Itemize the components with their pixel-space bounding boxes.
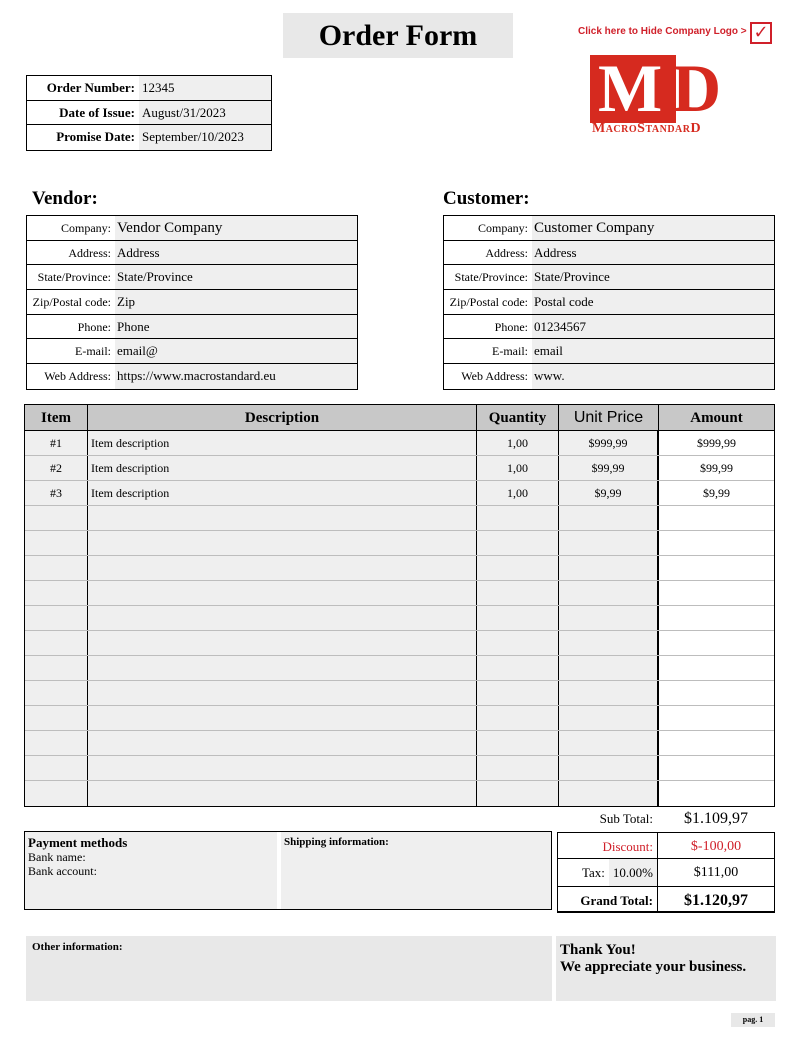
subtotal-row bbox=[557, 805, 775, 832]
cell-quantity[interactable] bbox=[477, 681, 559, 705]
cell-unit-price[interactable] bbox=[559, 506, 659, 530]
cell-quantity[interactable] bbox=[477, 656, 559, 680]
cell-unit-price[interactable] bbox=[559, 781, 659, 806]
cell-description[interactable] bbox=[88, 556, 477, 580]
hide-logo-checkbox[interactable]: ✓ bbox=[750, 22, 772, 44]
cell-quantity[interactable] bbox=[477, 506, 559, 530]
customer-title: Customer: bbox=[443, 188, 530, 209]
order-number-field[interactable]: 12345 bbox=[139, 76, 271, 100]
customer-row bbox=[444, 339, 774, 364]
discount-value[interactable]: $-100,00 bbox=[690, 839, 742, 854]
vendor-field-value[interactable]: email@ bbox=[115, 339, 357, 363]
promise-date-field[interactable]: September/10/2023 bbox=[139, 125, 271, 150]
vendor-row bbox=[27, 265, 357, 290]
cell-item[interactable] bbox=[25, 706, 88, 730]
table-row bbox=[25, 531, 774, 556]
customer-field-value[interactable]: Postal code bbox=[532, 290, 774, 314]
cell-description[interactable] bbox=[88, 631, 477, 655]
cell-description[interactable] bbox=[88, 706, 477, 730]
cell-quantity[interactable] bbox=[477, 631, 559, 655]
vendor-field-label: Address: bbox=[68, 245, 111, 260]
payment-methods-box[interactable] bbox=[25, 832, 281, 909]
shipping-info-box[interactable] bbox=[281, 832, 551, 909]
items-header bbox=[25, 405, 774, 431]
cell-unit-price[interactable] bbox=[559, 681, 659, 705]
table-row bbox=[25, 506, 774, 531]
table-row bbox=[25, 606, 774, 631]
cell-unit-price[interactable] bbox=[559, 581, 659, 605]
cell-quantity[interactable] bbox=[477, 531, 559, 555]
cell-unit-price[interactable] bbox=[559, 756, 659, 780]
customer-row bbox=[444, 364, 774, 389]
table-row bbox=[25, 431, 774, 456]
cell-quantity[interactable] bbox=[477, 556, 559, 580]
cell-amount bbox=[659, 556, 774, 580]
vendor-row bbox=[27, 241, 357, 266]
cell-description[interactable]: Item description bbox=[88, 431, 477, 455]
table-row bbox=[25, 456, 774, 481]
vendor-row bbox=[27, 290, 357, 315]
cell-amount bbox=[659, 756, 774, 780]
vendor-field-value[interactable]: Address bbox=[115, 241, 357, 265]
subtotal-label: Sub Total: bbox=[599, 811, 653, 826]
header-quantity: Quantity bbox=[477, 405, 559, 430]
cell-item[interactable] bbox=[25, 506, 88, 530]
cell-description[interactable] bbox=[88, 681, 477, 705]
cell-description[interactable] bbox=[88, 731, 477, 755]
logo-text: MacroStandarD bbox=[592, 121, 702, 136]
cell-item[interactable] bbox=[25, 556, 88, 580]
customer-row bbox=[444, 315, 774, 340]
items-body bbox=[25, 431, 774, 806]
date-of-issue-label: Date of Issue: bbox=[59, 104, 135, 120]
cell-unit-price[interactable] bbox=[559, 556, 659, 580]
vendor-field-value[interactable]: State/Province bbox=[115, 265, 357, 289]
cell-amount bbox=[659, 531, 774, 555]
thank-you-line1: Thank You! bbox=[560, 942, 636, 958]
header-unit-price: Unit Price bbox=[559, 405, 659, 430]
cell-item[interactable] bbox=[25, 731, 88, 755]
vendor-field-label: State/Province: bbox=[37, 270, 111, 285]
table-row bbox=[25, 706, 774, 731]
bank-account-label: Bank account: bbox=[28, 864, 97, 878]
date-of-issue-row bbox=[27, 101, 271, 126]
vendor-row bbox=[27, 216, 357, 241]
vendor-title: Vendor: bbox=[32, 188, 98, 209]
header-amount: Amount bbox=[690, 410, 743, 426]
customer-field-label: Phone: bbox=[494, 319, 528, 334]
vendor-field-value[interactable]: Phone bbox=[115, 315, 357, 339]
customer-row bbox=[444, 290, 774, 315]
customer-row bbox=[444, 241, 774, 266]
table-row bbox=[25, 681, 774, 706]
cell-quantity[interactable] bbox=[477, 781, 559, 806]
cell-quantity[interactable]: 1,00 bbox=[477, 481, 559, 505]
cell-quantity[interactable] bbox=[477, 731, 559, 755]
payment-title: Payment methods bbox=[28, 835, 128, 850]
cell-item[interactable] bbox=[25, 531, 88, 555]
tax-value: $111,00 bbox=[693, 865, 739, 880]
promise-date-row bbox=[27, 125, 271, 150]
cell-item[interactable] bbox=[25, 681, 88, 705]
cell-amount bbox=[659, 731, 774, 755]
cell-amount: $9,99 bbox=[659, 481, 774, 505]
vendor-field-label: Company: bbox=[61, 221, 111, 235]
cell-description[interactable] bbox=[88, 581, 477, 605]
cell-item[interactable]: #3 bbox=[25, 481, 88, 505]
table-row bbox=[25, 631, 774, 656]
customer-field-value[interactable]: 01234567 bbox=[532, 315, 774, 339]
cell-unit-price[interactable] bbox=[559, 531, 659, 555]
cell-amount: $99,99 bbox=[659, 456, 774, 480]
cell-item[interactable]: #2 bbox=[25, 456, 88, 480]
thank-you-box bbox=[556, 936, 776, 1001]
cell-description[interactable]: Item description bbox=[88, 481, 477, 505]
vendor-field-label: Web Address: bbox=[44, 369, 111, 384]
customer-field-label: Zip/Postal code: bbox=[449, 295, 528, 310]
hide-logo-link[interactable]: Click here to Hide Company Logo > bbox=[578, 26, 747, 37]
vendor-field-value[interactable]: Vendor Company bbox=[115, 216, 357, 240]
customer-field-value[interactable]: Address bbox=[532, 241, 774, 265]
header-description: Description bbox=[88, 405, 477, 430]
vendor-row bbox=[27, 364, 357, 389]
logo-letter-d: D bbox=[672, 50, 722, 126]
cell-item[interactable] bbox=[25, 756, 88, 780]
thank-you-line2: We appreciate your business. bbox=[560, 959, 747, 975]
promise-date-label: Promise Date: bbox=[56, 129, 135, 145]
cell-amount bbox=[659, 581, 774, 605]
grand-total-label: Grand Total: bbox=[558, 887, 658, 911]
cell-amount bbox=[659, 631, 774, 655]
customer-field-label: Company: bbox=[478, 221, 528, 235]
cell-unit-price[interactable]: $99,99 bbox=[559, 456, 659, 480]
customer-field-value[interactable]: email bbox=[532, 339, 774, 363]
customer-field-label: Address: bbox=[485, 245, 528, 260]
vendor-field-label: Zip/Postal code: bbox=[32, 295, 111, 310]
tax-label: Tax: bbox=[581, 865, 605, 880]
customer-field-value[interactable]: State/Province bbox=[532, 265, 774, 289]
table-row bbox=[25, 481, 774, 506]
vendor-row bbox=[27, 339, 357, 364]
tax-label-cell bbox=[558, 859, 658, 886]
cell-unit-price[interactable] bbox=[559, 606, 659, 630]
cell-item[interactable] bbox=[25, 781, 88, 806]
cell-description[interactable] bbox=[88, 781, 477, 806]
cell-amount bbox=[659, 681, 774, 705]
cell-quantity[interactable]: 1,00 bbox=[477, 456, 559, 480]
date-of-issue-field[interactable]: August/31/2023 bbox=[139, 101, 271, 125]
cell-quantity[interactable] bbox=[477, 581, 559, 605]
other-info-box[interactable] bbox=[26, 936, 552, 1001]
cell-amount bbox=[659, 706, 774, 730]
tax-rate-field[interactable]: 10.00% bbox=[609, 859, 657, 886]
cell-amount bbox=[659, 606, 774, 630]
cell-description[interactable] bbox=[88, 531, 477, 555]
page-title: Order Form bbox=[283, 13, 513, 58]
table-row bbox=[25, 656, 774, 681]
cell-description[interactable]: Item description bbox=[88, 456, 477, 480]
cell-unit-price[interactable] bbox=[559, 706, 659, 730]
table-row bbox=[25, 581, 774, 606]
cell-amount bbox=[659, 781, 774, 806]
company-logo bbox=[590, 50, 736, 140]
table-row bbox=[25, 731, 774, 756]
cell-unit-price[interactable] bbox=[559, 631, 659, 655]
customer-field-label: E-mail: bbox=[492, 344, 528, 359]
vendor-field-value[interactable]: https://www.macrostandard.eu bbox=[115, 364, 357, 389]
logo-letter-m: M bbox=[598, 50, 663, 126]
shipping-title: Shipping information: bbox=[284, 836, 389, 848]
order-number-label: Order Number: bbox=[46, 80, 135, 95]
customer-field-value[interactable]: Customer Company bbox=[532, 216, 774, 240]
cell-item[interactable]: #1 bbox=[25, 431, 88, 455]
cell-amount bbox=[659, 656, 774, 680]
customer-field-value[interactable]: www. bbox=[532, 364, 774, 389]
cell-quantity[interactable]: 1,00 bbox=[477, 431, 559, 455]
customer-row bbox=[444, 216, 774, 241]
discount-row bbox=[557, 832, 775, 859]
tax-row bbox=[557, 859, 775, 886]
cell-unit-price[interactable] bbox=[559, 656, 659, 680]
cell-quantity[interactable] bbox=[477, 706, 559, 730]
cell-amount bbox=[659, 506, 774, 530]
vendor-field-label: Phone: bbox=[77, 319, 111, 334]
cell-description[interactable] bbox=[88, 756, 477, 780]
cell-description[interactable] bbox=[88, 506, 477, 530]
vendor-field-label: E-mail: bbox=[75, 344, 111, 359]
cell-quantity[interactable] bbox=[477, 756, 559, 780]
cell-unit-price[interactable]: $999,99 bbox=[559, 431, 659, 455]
customer-field-label: Web Address: bbox=[461, 369, 528, 384]
totals-block bbox=[557, 805, 775, 913]
grand-total-value: $1.120,97 bbox=[684, 892, 748, 909]
header-item: Item bbox=[25, 405, 88, 430]
cell-unit-price[interactable]: $9,99 bbox=[559, 481, 659, 505]
customer-table bbox=[443, 215, 775, 390]
subtotal-value: $1.109,97 bbox=[684, 810, 748, 827]
customer-field-label: State/Province: bbox=[454, 270, 528, 285]
payment-shipping-block bbox=[24, 831, 552, 910]
cell-description[interactable] bbox=[88, 656, 477, 680]
customer-row bbox=[444, 265, 774, 290]
items-table bbox=[24, 404, 775, 807]
cell-item[interactable] bbox=[25, 606, 88, 630]
vendor-table bbox=[26, 215, 358, 390]
grand-total-row bbox=[557, 886, 775, 913]
vendor-row bbox=[27, 315, 357, 340]
cell-unit-price[interactable] bbox=[559, 731, 659, 755]
table-row bbox=[25, 556, 774, 581]
table-row bbox=[25, 781, 774, 806]
discount-label: Discount: bbox=[558, 833, 658, 858]
page-number: pag. 1 bbox=[731, 1013, 775, 1027]
cell-description[interactable] bbox=[88, 606, 477, 630]
order-info-table bbox=[26, 75, 272, 151]
other-info-title: Other information: bbox=[32, 941, 123, 953]
cell-item[interactable] bbox=[25, 656, 88, 680]
vendor-field-value[interactable]: Zip bbox=[115, 290, 357, 314]
cell-amount: $999,99 bbox=[659, 431, 774, 455]
cell-quantity[interactable] bbox=[477, 606, 559, 630]
cell-item[interactable] bbox=[25, 631, 88, 655]
cell-item[interactable] bbox=[25, 581, 88, 605]
order-number-row bbox=[27, 76, 271, 101]
bank-name-label: Bank name: bbox=[28, 850, 86, 864]
table-row bbox=[25, 756, 774, 781]
